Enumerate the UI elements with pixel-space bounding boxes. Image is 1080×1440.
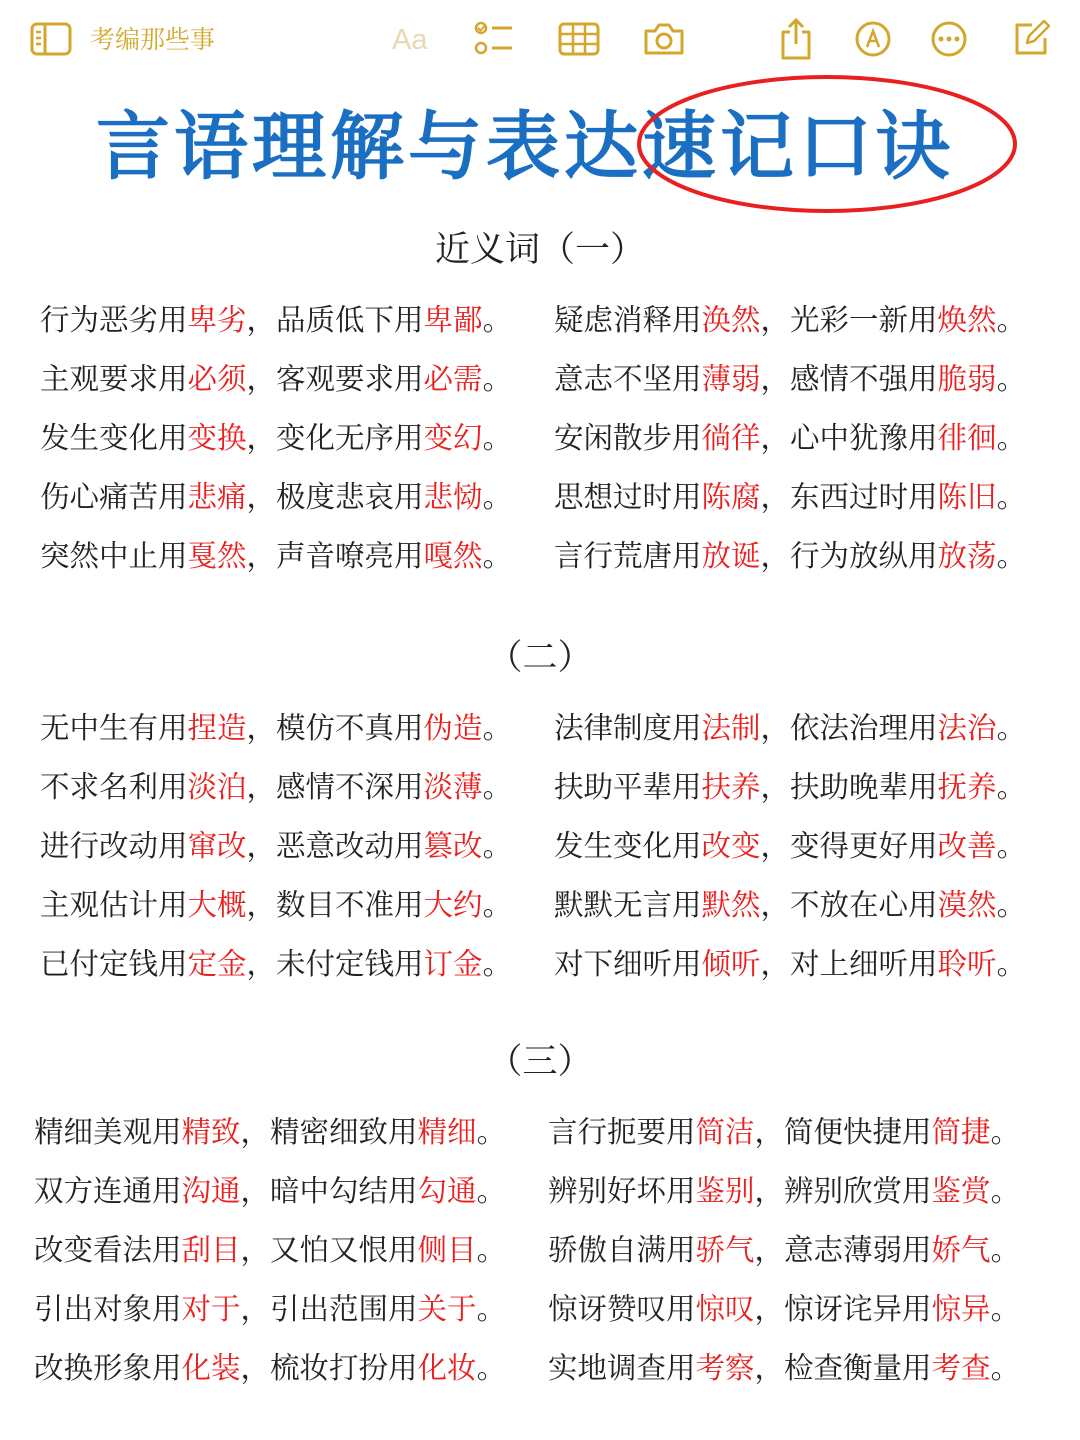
phrase-text: 。	[990, 1292, 1021, 1326]
phrase-text: 。	[476, 1174, 507, 1208]
phrase-pair-right	[554, 534, 1026, 578]
phrase-pair-left	[40, 765, 512, 809]
phrase-text: 无中生有用	[40, 711, 188, 745]
phrase-row	[0, 942, 1080, 986]
phrase-text: 改变看法用	[34, 1233, 182, 1267]
phrase-text: ，感情不深用	[246, 770, 424, 804]
phrase-text: ，依法治理用	[760, 711, 938, 745]
phrase-pair-left	[40, 942, 512, 986]
keyword-highlight: 订金	[423, 947, 483, 981]
phrase-row	[0, 1287, 1080, 1331]
phrase-text: ，感情不强用	[760, 362, 938, 396]
phrase-pair-right	[554, 765, 1026, 809]
phrase-text: 法律制度用	[554, 711, 702, 745]
phrase-text: ，模仿不真用	[246, 711, 424, 745]
checklist-icon[interactable]	[474, 16, 514, 62]
keyword-highlight: 变换	[187, 421, 247, 455]
title-circled: 速记口诀	[642, 104, 954, 190]
keyword-highlight: 薄弱	[701, 362, 761, 396]
keyword-highlight: 大约	[423, 888, 483, 922]
phrase-pair-left	[40, 706, 512, 750]
phrase-text: ，行为放纵用	[760, 539, 938, 573]
phrase-text: ，意志薄弱用	[754, 1233, 932, 1267]
phrase-text: ，扶助晚辈用	[760, 770, 938, 804]
keyword-highlight: 改善	[937, 829, 997, 863]
phrase-text: 惊讶赞叹用	[548, 1292, 696, 1326]
phrase-text: 进行改动用	[40, 829, 188, 863]
keyword-highlight: 淡薄	[423, 770, 483, 804]
phrase-text: ，品质低下用	[246, 303, 424, 337]
phrase-pair-right	[554, 942, 1026, 986]
phrase-text: 。	[482, 947, 513, 981]
phrase-text: 安闲散步用	[554, 421, 702, 455]
phrase-text: ，辨别欣赏用	[754, 1174, 932, 1208]
phrase-text: ，声音嘹亮用	[246, 539, 424, 573]
camera-icon[interactable]	[642, 16, 686, 62]
keyword-highlight: 淡泊	[187, 770, 247, 804]
phrase-pair-left	[40, 416, 512, 460]
keyword-highlight: 必须	[187, 362, 247, 396]
phrase-text: 。	[476, 1292, 507, 1326]
keyword-highlight: 倾听	[701, 947, 761, 981]
keyword-highlight: 徘徊	[937, 421, 997, 455]
phrase-text: 主观要求用	[40, 362, 188, 396]
table-icon[interactable]	[558, 16, 600, 62]
phrase-row	[0, 416, 1080, 460]
phrase-text: 。	[996, 303, 1027, 337]
phrase-text: ，检查衡量用	[754, 1351, 932, 1385]
phrase-text: 。	[476, 1233, 507, 1267]
keyword-highlight: 骄气	[695, 1233, 755, 1267]
phrase-text: ，不放在心用	[760, 888, 938, 922]
keyword-highlight: 徜徉	[701, 421, 761, 455]
phrase-text: ，光彩一新用	[760, 303, 938, 337]
phrase-text: ，恶意改动用	[246, 829, 424, 863]
sidebar-icon[interactable]	[30, 16, 72, 62]
phrase-pair-left	[40, 357, 512, 401]
phrase-pair-right	[548, 1346, 1020, 1390]
keyword-highlight: 焕然	[937, 303, 997, 337]
phrase-row	[0, 706, 1080, 750]
keyword-highlight: 默然	[701, 888, 761, 922]
phrase-text: 。	[482, 480, 513, 514]
phrase-text: ，又怕又恨用	[240, 1233, 418, 1267]
section-heading-3: （三）	[487, 1042, 593, 1082]
keyword-highlight: 窜改	[187, 829, 247, 863]
phrase-text: 。	[476, 1115, 507, 1149]
keyword-highlight: 必需	[423, 362, 483, 396]
phrase-text: 言行荒唐用	[554, 539, 702, 573]
phrase-pair-left	[34, 1110, 506, 1154]
phrase-row	[0, 765, 1080, 809]
keyword-highlight: 大概	[187, 888, 247, 922]
phrase-pair-left	[34, 1346, 506, 1390]
phrase-text: 改换形象用	[34, 1351, 182, 1385]
phrase-row	[0, 475, 1080, 519]
keyword-highlight: 卑鄙	[423, 303, 483, 337]
compose-icon[interactable]	[1012, 16, 1050, 62]
section-heading-2: （二）	[487, 638, 593, 678]
phrase-text: 引出对象用	[34, 1292, 182, 1326]
keyword-highlight: 简洁	[695, 1115, 755, 1149]
phrase-text: 。	[482, 421, 513, 455]
phrase-text: 已付定钱用	[40, 947, 188, 981]
phrase-text: 疑虑消释用	[554, 303, 702, 337]
keyword-highlight: 抚养	[937, 770, 997, 804]
phrase-text: 。	[476, 1351, 507, 1385]
keyword-highlight: 放诞	[701, 539, 761, 573]
keyword-highlight: 考查	[931, 1351, 991, 1385]
keyword-highlight: 鉴别	[695, 1174, 755, 1208]
section-heading-1: 近义词（一）	[434, 230, 645, 270]
phrase-row	[0, 357, 1080, 401]
phrase-text: 默默无言用	[554, 888, 702, 922]
phrase-text: 。	[996, 539, 1027, 573]
phrase-pair-left	[40, 883, 512, 927]
phrase-text: 。	[990, 1233, 1021, 1267]
phrase-text: ，数目不准用	[246, 888, 424, 922]
keyword-highlight: 精致	[181, 1115, 241, 1149]
note-folder-title[interactable]: 考编那些事	[90, 25, 216, 54]
phrase-pair-left	[40, 534, 512, 578]
keyword-highlight: 涣然	[701, 303, 761, 337]
phrase-text: 。	[482, 711, 513, 745]
phrase-text: 突然中止用	[40, 539, 188, 573]
keyword-highlight: 陈旧	[937, 480, 997, 514]
phrase-text: 。	[482, 829, 513, 863]
phrase-text: ，惊讶诧异用	[754, 1292, 932, 1326]
keyword-highlight: 篡改	[423, 829, 483, 863]
markup-pen-icon[interactable]	[854, 16, 892, 62]
phrase-text: 精细美观用	[34, 1115, 182, 1149]
phrase-pair-right	[554, 298, 1026, 342]
phrase-text: 。	[482, 770, 513, 804]
phrase-text: ，简便快捷用	[754, 1115, 932, 1149]
keyword-highlight: 扶养	[701, 770, 761, 804]
phrase-pair-left	[34, 1228, 506, 1272]
keyword-highlight: 脆弱	[937, 362, 997, 396]
keyword-highlight: 娇气	[931, 1233, 991, 1267]
phrase-text: ，客观要求用	[246, 362, 424, 396]
phrase-text: ，引出范围用	[240, 1292, 418, 1326]
keyword-highlight: 悲恸	[423, 480, 483, 514]
share-icon[interactable]	[780, 16, 812, 62]
phrase-text: 行为恶劣用	[40, 303, 188, 337]
phrase-text: 主观估计用	[40, 888, 188, 922]
phrase-pair-right	[548, 1169, 1020, 1213]
phrase-pair-left	[34, 1169, 506, 1213]
phrase-row	[0, 1110, 1080, 1154]
phrase-text: ，未付定钱用	[246, 947, 424, 981]
title-plain: 言语理解与表达	[96, 104, 642, 190]
keyword-highlight: 刮目	[181, 1233, 241, 1267]
phrase-pair-right	[554, 824, 1026, 868]
phrase-row	[0, 824, 1080, 868]
phrase-text: ，梳妆打扮用	[240, 1351, 418, 1385]
phrase-pair-left	[40, 475, 512, 519]
phrase-pair-right	[554, 357, 1026, 401]
phrase-row	[0, 534, 1080, 578]
keyword-highlight: 对于	[181, 1292, 241, 1326]
phrase-pair-right	[554, 475, 1026, 519]
phrase-text: 思想过时用	[554, 480, 702, 514]
phrase-text: ，对上细听用	[760, 947, 938, 981]
phrase-text: 。	[482, 888, 513, 922]
phrase-text: 不求名利用	[40, 770, 188, 804]
phrase-row	[0, 883, 1080, 927]
phrase-text: 言行扼要用	[548, 1115, 696, 1149]
keyword-highlight: 勾通	[417, 1174, 477, 1208]
phrase-text: 伤心痛苦用	[40, 480, 188, 514]
phrase-text: 。	[990, 1174, 1021, 1208]
phrase-text: ，变化无序用	[246, 421, 424, 455]
phrase-pair-left	[40, 298, 512, 342]
phrase-row	[0, 1346, 1080, 1390]
keyword-highlight: 精细	[417, 1115, 477, 1149]
phrase-text: ，暗中勾结用	[240, 1174, 418, 1208]
red-circle-highlight	[632, 70, 1022, 218]
phrase-text: 双方连通用	[34, 1174, 182, 1208]
phrase-row	[0, 298, 1080, 342]
keyword-highlight: 侧目	[417, 1233, 477, 1267]
phrase-pair-right	[554, 883, 1026, 927]
phrase-text: 。	[996, 947, 1027, 981]
format-text-button[interactable]: Aa	[392, 24, 428, 56]
phrase-text: 。	[996, 888, 1027, 922]
keyword-highlight: 简捷	[931, 1115, 991, 1149]
keyword-highlight: 变幻	[423, 421, 483, 455]
keyword-highlight: 捏造	[187, 711, 247, 745]
keyword-highlight: 定金	[187, 947, 247, 981]
keyword-highlight: 伪造	[423, 711, 483, 745]
keyword-highlight: 法制	[701, 711, 761, 745]
keyword-highlight: 法治	[937, 711, 997, 745]
phrase-text: 。	[996, 770, 1027, 804]
keyword-highlight: 放荡	[937, 539, 997, 573]
keyword-highlight: 卑劣	[187, 303, 247, 337]
phrase-text: 发生变化用	[40, 421, 188, 455]
phrase-pair-left	[40, 824, 512, 868]
phrase-text: 对下细听用	[554, 947, 702, 981]
top-toolbar	[0, 0, 1080, 80]
phrase-pair-right	[548, 1110, 1020, 1154]
phrase-pair-left	[34, 1287, 506, 1331]
keyword-highlight: 关于	[417, 1292, 477, 1326]
phrase-text: 。	[482, 362, 513, 396]
phrase-text: 。	[482, 303, 513, 337]
phrase-text: 。	[996, 829, 1027, 863]
keyword-highlight: 沟通	[181, 1174, 241, 1208]
phrase-row	[0, 1228, 1080, 1272]
phrase-row	[0, 1169, 1080, 1213]
phrase-text: 辨别好坏用	[548, 1174, 696, 1208]
phrase-text: 骄傲自满用	[548, 1233, 696, 1267]
phrase-text: ，极度悲哀用	[246, 480, 424, 514]
keyword-highlight: 惊异	[931, 1292, 991, 1326]
phrase-text: ，东西过时用	[760, 480, 938, 514]
keyword-highlight: 陈腐	[701, 480, 761, 514]
phrase-text: ，变得更好用	[760, 829, 938, 863]
phrase-text: 。	[990, 1115, 1021, 1149]
keyword-highlight: 考察	[695, 1351, 755, 1385]
phrase-pair-right	[554, 706, 1026, 750]
phrase-text: 实地调查用	[548, 1351, 696, 1385]
phrase-text: 。	[996, 480, 1027, 514]
phrase-text: 。	[482, 539, 513, 573]
keyword-highlight: 嘎然	[423, 539, 483, 573]
phrase-text: 意志不坚用	[554, 362, 702, 396]
keyword-highlight: 改变	[701, 829, 761, 863]
phrase-pair-right	[554, 416, 1026, 460]
phrase-text: ，心中犹豫用	[760, 421, 938, 455]
keyword-highlight: 戛然	[187, 539, 247, 573]
more-options-icon[interactable]	[930, 16, 968, 62]
phrase-pair-right	[548, 1287, 1020, 1331]
phrase-text: 。	[996, 362, 1027, 396]
phrase-text: 。	[996, 711, 1027, 745]
phrase-text: ，精密细致用	[240, 1115, 418, 1149]
phrase-pair-right	[548, 1228, 1020, 1272]
keyword-highlight: 化装	[181, 1351, 241, 1385]
keyword-highlight: 聆听	[937, 947, 997, 981]
keyword-highlight: 化妆	[417, 1351, 477, 1385]
keyword-highlight: 鉴赏	[931, 1174, 991, 1208]
phrase-text: 发生变化用	[554, 829, 702, 863]
phrase-text: 扶助平辈用	[554, 770, 702, 804]
keyword-highlight: 惊叹	[695, 1292, 755, 1326]
keyword-highlight: 悲痛	[187, 480, 247, 514]
keyword-highlight: 漠然	[937, 888, 997, 922]
phrase-text: 。	[990, 1351, 1021, 1385]
phrase-text: 。	[996, 421, 1027, 455]
